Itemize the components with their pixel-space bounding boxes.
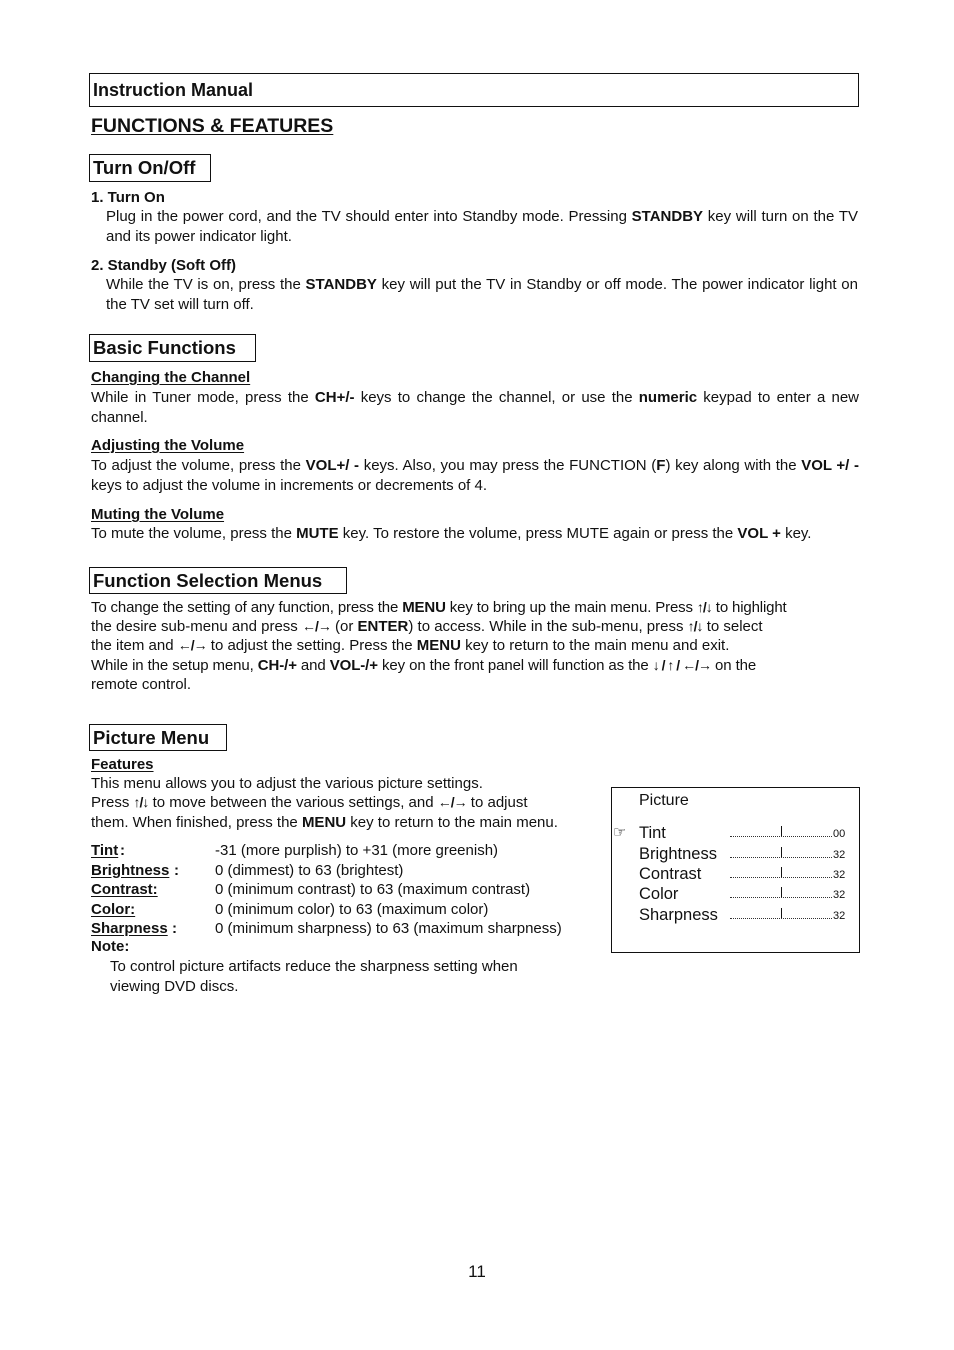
pointing-hand-icon: ☞ [613,824,627,841]
left-right-arrow-icon: ←/→ [177,637,207,653]
section-picture-menu-heading [89,724,227,751]
standby-key: STANDBY [631,208,704,225]
section-heading-text: Turn On/Off [93,157,196,178]
left-right-arrow-icon: ←/→ [301,618,331,634]
standby-heading: 2. Standby (Soft Off) [91,257,236,274]
page-title: FUNCTIONS & FEATURES [91,115,334,137]
turn-on-heading: 1. Turn On [91,189,165,206]
osd-level-marker [781,826,782,836]
function-menus-line-4: While in the setup menu, CH-/+ and VOL-/+ key on the front panel will function as the ↓ / ↑ / ←/→ on the [91,657,757,674]
osd-item-value: 00 [833,828,846,840]
adjusting-volume-paragraph: To adjust the volume, press the VOL+/ - keys. Also, you may press the FUNCTION (F) key along with the VOL +/ - keys to adjust the volume in increments or decrements of 4. [91,457,859,494]
muting-volume-heading: Muting the Volume [91,506,225,523]
function-menus-line-1: To change the setting of any function, press the MENU key to bring up the main menu. Press ↑/↓ to highlight [91,599,787,616]
direction-arrows-icon: ↓ / ↑ / ←/→ [652,657,711,673]
standby-paragraph: While the TV is on, press the STANDBY key will put the TV in Standby or off mode. The power indicator light on the TV set will turn off. [106,276,858,313]
changing-channel-heading: Changing the Channel [91,369,251,386]
function-menus-line-3: the item and ←/→ to adjust the setting. Press the MENU key to return to the main menu and exit. [91,637,730,654]
section-turn-on-off-heading [89,154,211,182]
osd-item-label: Tint [639,824,666,842]
muting-volume-paragraph: To mute the volume, press the MUTE key. To restore the volume, press MUTE again or press the VOL + key. [91,525,812,542]
up-down-arrow-icon: ↑/↓ [687,618,703,634]
changing-channel-paragraph: While in Tuner mode, press the CH+/- keys to change the channel, or use the numeric keypad to enter a new channel. [91,389,859,426]
left-right-arrow-icon: ←/→ [437,794,467,810]
osd-title: Picture [639,792,689,809]
osd-item-value: 32 [833,889,846,901]
note-text: To control picture artifacts reduce the sharpness setting when viewing DVD discs. [110,958,518,995]
header-title: Instruction Manual [93,80,254,100]
osd-level-bar [730,836,832,837]
picture-osd-illustration [611,787,860,953]
section-heading-text: Basic Functions [93,337,236,358]
picture-settings-definitions: Tint : -31 (more purplish) to +31 (more greenish) Brightness : 0 (dimmest) to 63 (brightest) Contrast: 0 (minimum contrast) to 63 (maximum contrast) Color: 0 (minimum color) to 63 (maximum color) Sharpness : 0 (minimum sharpness) to 63 (maximum sharpness) [91,842,562,937]
osd-level-marker [781,908,782,918]
manual-header [89,73,859,107]
section-heading-text: Function Selection Menus [93,570,323,591]
osd-level-bar [730,877,832,878]
osd-item-label: Color [639,885,679,903]
picture-intro-line-1: This menu allows you to adjust the various picture settings. [91,775,483,792]
osd-item-value: 32 [833,910,846,922]
turn-on-paragraph: Plug in the power cord, and the TV should enter into Standby mode. Pressing STANDBY key will turn on the TV and its power indicator light. [106,208,858,245]
osd-level-bar [730,918,832,919]
picture-intro-line-2: Press ↑/↓ to move between the various settings, and ←/→ to adjust [91,794,528,811]
standby-key: STANDBY [305,276,377,293]
osd-level-marker [781,887,782,897]
picture-intro-line-3: them. When finished, press the MENU key to return to the main menu. [91,814,558,831]
osd-item-value: 32 [833,849,846,861]
function-menus-line-2: the desire sub-menu and press ←/→ (or ENTER) to access. While in the sub-menu, press ↑/↓ to select [91,618,763,635]
adjusting-volume-heading: Adjusting the Volume [91,437,245,454]
osd-item-label: Brightness [639,845,717,863]
up-down-arrow-icon: ↑/↓ [133,794,149,810]
page-number: 11 [468,1262,486,1281]
osd-item-label: Sharpness [639,906,718,924]
features-heading: Features [91,756,154,773]
section-heading-text: Picture Menu [93,727,210,748]
function-menus-line-5: remote control. [91,676,192,693]
osd-level-marker [781,847,782,857]
osd-item-value: 32 [833,869,846,881]
osd-level-bar [730,897,832,898]
osd-item-label: Contrast [639,865,702,883]
section-basic-functions-heading [89,334,256,362]
osd-level-bar [730,857,832,858]
note-label: Note: [91,938,130,955]
up-down-arrow-icon: ↑/↓ [696,599,712,615]
osd-level-marker [781,867,782,877]
section-function-menus-heading [89,567,347,594]
